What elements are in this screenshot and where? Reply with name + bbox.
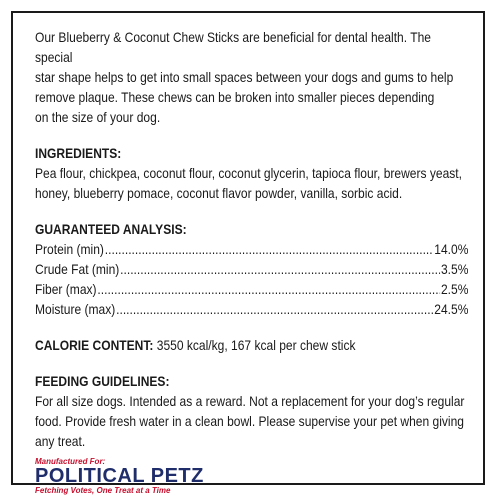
analysis-row <box>35 259 468 279</box>
analysis-label: Protein (min) <box>35 241 104 257</box>
analysis-row <box>35 279 468 299</box>
analysis-section <box>35 219 468 319</box>
calorie-heading: CALORIE CONTENT: <box>35 337 154 353</box>
ingredients-section <box>35 143 468 203</box>
manufactured-for-label: Manufactured For: <box>35 457 106 466</box>
dot-leader <box>116 299 433 319</box>
ingredients-heading: INGREDIENTS: <box>35 145 122 161</box>
calorie-section <box>35 335 468 355</box>
analysis-label: Moisture (max) <box>35 301 116 317</box>
feeding-section <box>35 371 468 451</box>
dot-leader <box>120 259 440 279</box>
brand-tagline: Fetching Votes, One Treat at a Time <box>35 486 171 495</box>
brand-logo-text: POLITICAL PETZ <box>35 465 204 487</box>
analysis-value: 2.5% <box>440 281 469 297</box>
feeding-line: For all size dogs. Intended as a reward. Not a replacement for your dog’s regular <box>35 393 465 409</box>
intro-line: remove plaque. These chews can be broken into smaller pieces depending <box>35 89 435 105</box>
label-panel <box>11 11 485 495</box>
analysis-value: 14.0% <box>434 241 469 257</box>
intro-line: on the size of your dog. <box>35 109 161 125</box>
intro-line: star shape helps to get into small spaces between your dogs and gums to help <box>35 69 454 85</box>
ingredients-line: Pea flour, chickpea, coconut flour, coconut glycerin, tapioca flour, brewers yeast, <box>35 165 462 181</box>
dot-leader <box>97 279 440 299</box>
analysis-label: Fiber (max) <box>35 281 97 297</box>
label-content <box>35 27 468 451</box>
brand-footer <box>35 457 204 496</box>
analysis-label: Crude Fat (min) <box>35 261 120 277</box>
analysis-heading: GUARANTEED ANALYSIS: <box>35 221 187 237</box>
calorie-text: 3550 kcal/kg, 167 kcal per chew stick <box>153 337 356 353</box>
feeding-line: food. Provide fresh water in a clean bowl. Please supervise your pet when giving <box>35 413 465 429</box>
dot-leader <box>105 239 434 259</box>
intro-paragraph <box>35 27 468 127</box>
feeding-heading: FEEDING GUIDELINES: <box>35 373 170 389</box>
ingredients-line: honey, blueberry pomace, coconut flavor powder, vanilla, sorbic acid. <box>35 185 403 201</box>
intro-line: Our Blueberry & Coconut Chew Sticks are beneficial for dental health. The special <box>35 29 431 65</box>
analysis-value: 3.5% <box>440 261 469 277</box>
analysis-row <box>35 239 468 259</box>
analysis-row <box>35 299 468 319</box>
calorie-line <box>35 335 468 355</box>
feeding-line: any treat. <box>35 433 86 449</box>
analysis-value: 24.5% <box>434 301 469 317</box>
